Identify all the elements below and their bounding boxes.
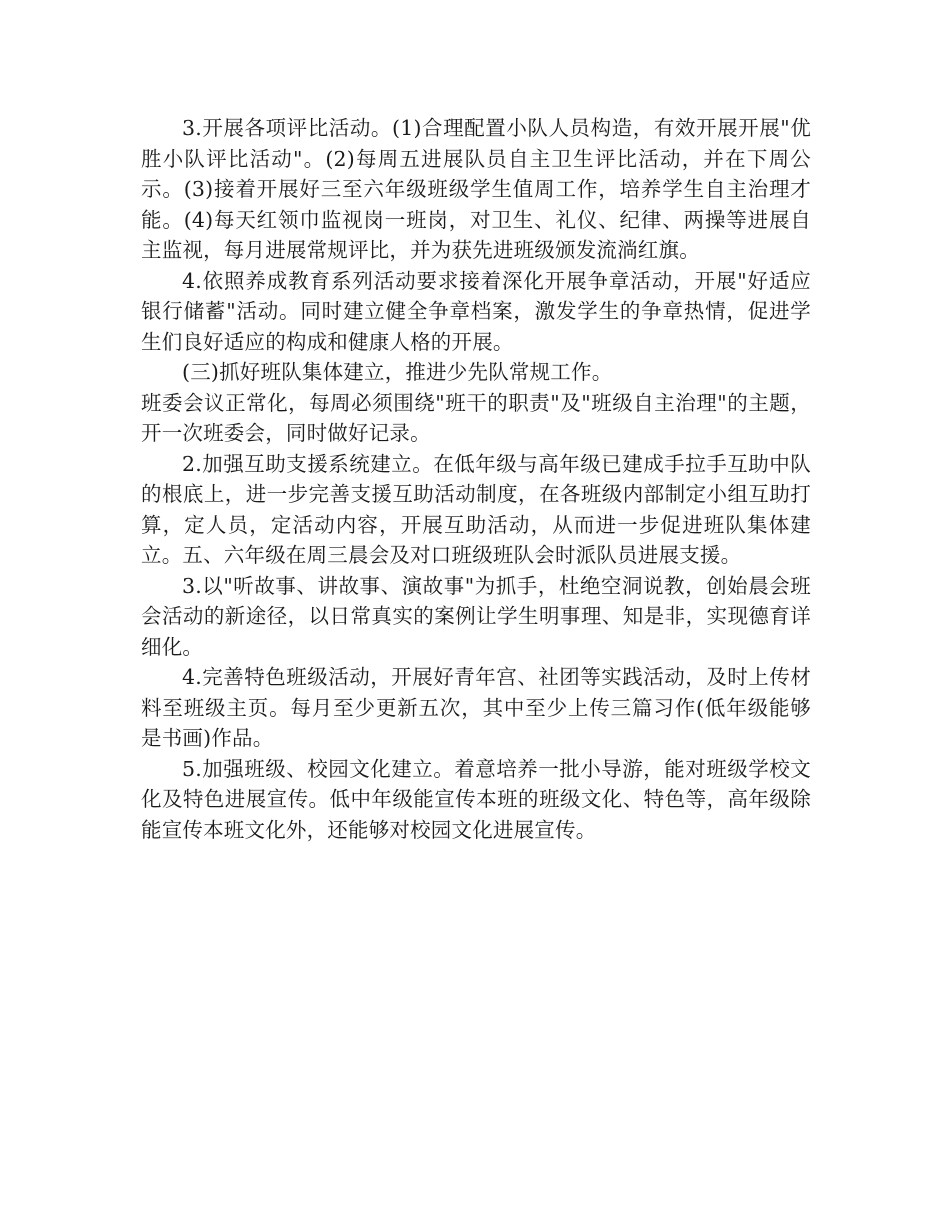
paragraph-class-committee: 班委会议正常化，每周必须围绕"班干的职责"及"班级自主治理"的主题，开一次班委会，同时做好记录。	[141, 390, 811, 445]
paragraph-mutual-support: 2.加强互助支援系统建立。在低年级与高年级已建成手拉手互助中队的根底上，进一步完善支援互助活动制度，在各班级内部制定小组互助打算，定人员，定活动内容，开展互助活动，从而进一步促进班队集体建立。五、六年级在周三晨会及对口班级班队会时派队员进展支援。	[141, 451, 811, 567]
paragraph-storytelling: 3.以"听故事、讲故事、演故事"为抓手，杜绝空洞说教，创始晨会班会活动的新途径，以日常真实的案例让学生明事理、知是非，实现德育详细化。	[141, 573, 811, 659]
document-body	[141, 113, 811, 845]
paragraph-featured-activities: 4.完善特色班级活动，开展好青年宫、社团等实践活动，及时上传材料至班级主页。每月至少更新五次，其中至少上传三篇习作(低年级能够是书画)作品。	[141, 665, 811, 750]
section-heading-class-team: (三)抓好班队集体建立，推进少先队常规工作。	[182, 360, 613, 384]
paragraph-campus-culture: 5.加强班级、校园文化建立。着意培养一批小导游，能对班级学校文化及特色进展宣传。低中年级能宣传本班的班级文化、特色等，高年级除能宣传本班文化外，还能够对校园文化进展宣传。	[141, 756, 811, 842]
paragraph-evaluation-activities: 3.开展各项评比活动。(1)合理配置小队人员构造，有效开展开展"优胜小队评比活动"。(2)每周五进展队员自主卫生评比活动，并在下周公示。(3)接着开展好三至六年级班级学生值周工作，培养学生自主治理才能。(4)每天红领巾监视岗一班岗，对卫生、礼仪、纪律、两操等进展自主监视，每月进展常规评比，并为获先进班级颁发流淌红旗。	[141, 116, 811, 262]
paragraph-badge-activities: 4.依照养成教育系列活动要求接着深化开展争章活动，开展"好适应银行储蓄"活动。同时建立健全争章档案，激发学生的争章热情，促进学生们良好适应的构成和健康人格的开展。	[141, 268, 811, 354]
